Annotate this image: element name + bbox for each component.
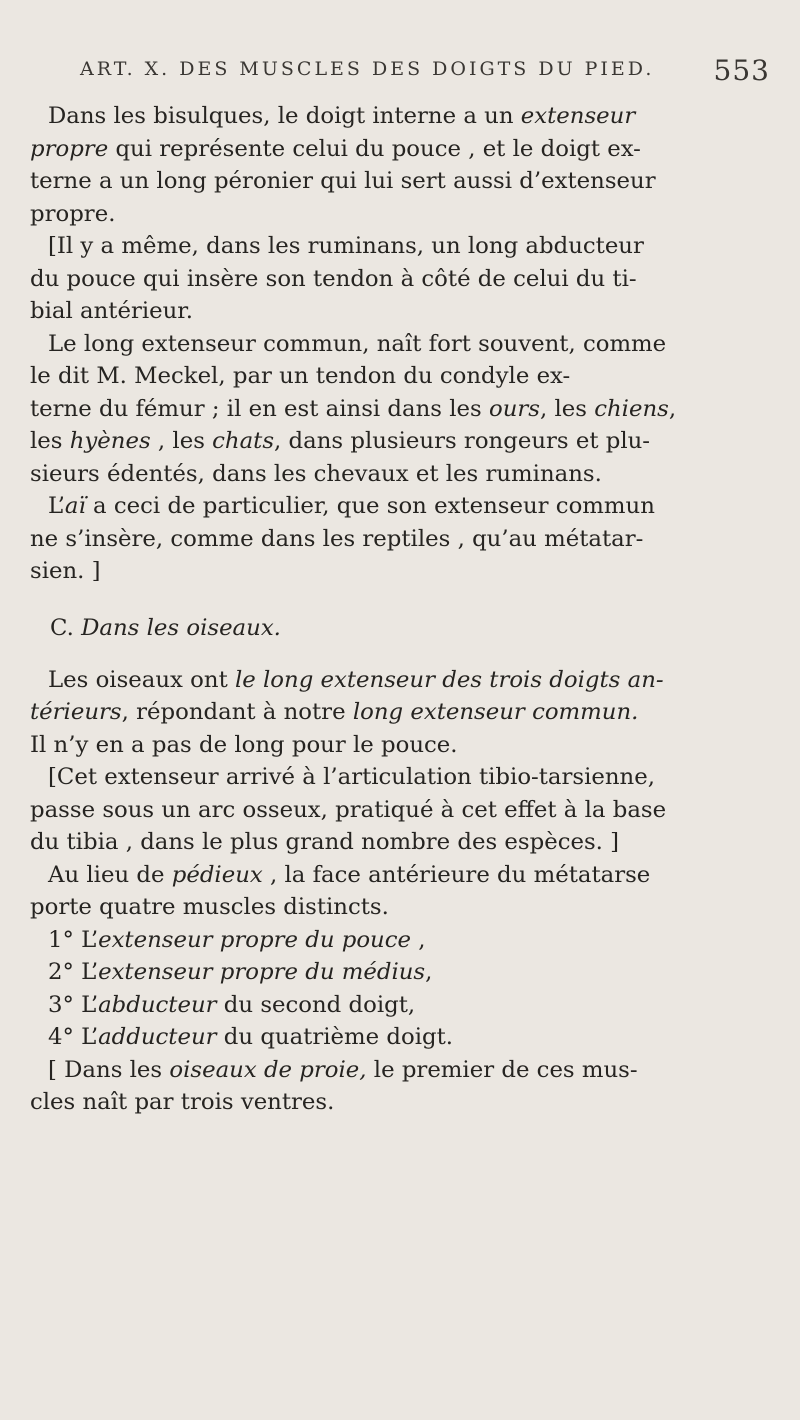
section-heading xyxy=(30,612,735,650)
text-line xyxy=(30,425,735,458)
text-line: du pouce qui insère son tendon à côté de celui du ti- xyxy=(30,265,637,292)
text: , les xyxy=(540,395,595,422)
text-line: le dit M. Meckel, par un tendon du condyle ex- xyxy=(30,363,571,389)
italic-text: oiseaux de proie, xyxy=(169,1056,367,1083)
text-line: cles naît par trois ventres. xyxy=(30,1089,335,1115)
section-label: C. xyxy=(50,614,82,641)
text: les xyxy=(30,428,70,454)
text: du quatrième doigt. xyxy=(216,1024,453,1050)
italic-text: le long extenseur des trois doigts an- xyxy=(234,666,664,693)
text: L’ xyxy=(81,959,99,985)
italic-text: long extenseur commun. xyxy=(352,699,639,725)
list-item xyxy=(30,989,735,1022)
italic-text: adducteur xyxy=(98,1024,217,1050)
italic-text: hyènes xyxy=(69,428,151,454)
italic-text: extenseur propre du pouce xyxy=(98,926,412,953)
spacer xyxy=(30,650,735,664)
italic-text: extenseur xyxy=(520,103,636,129)
text: du second doigt, xyxy=(216,991,416,1018)
text-line: sien. ] xyxy=(30,558,101,584)
text-line: porte quatre muscles distincts. xyxy=(30,894,389,920)
text: L’ xyxy=(48,493,65,519)
paragraph-ruminans xyxy=(30,230,735,328)
text: qui représente celui du pouce , et le doigt ex- xyxy=(108,135,641,162)
paragraph-cet-extenseur xyxy=(30,761,735,859)
italic-text: abducteur xyxy=(98,991,217,1018)
text-line: bial antérieur. xyxy=(30,298,193,324)
italic-text: chats xyxy=(212,428,275,454)
list-number: 1° xyxy=(48,926,82,953)
text: , xyxy=(668,395,677,422)
text-line xyxy=(30,133,735,166)
paragraph-long-extenseur xyxy=(30,328,735,588)
section-title: Dans les oiseaux. xyxy=(81,614,281,641)
spacer xyxy=(30,588,735,612)
muscle-list xyxy=(30,924,735,1054)
paragraph-oiseaux xyxy=(30,664,735,762)
italic-text: extenseur propre du médius xyxy=(98,959,426,985)
text: , xyxy=(425,959,433,985)
text-line xyxy=(30,490,735,523)
text: Dans les bisulques, le doigt interne a un xyxy=(48,103,521,129)
list-item xyxy=(30,924,735,957)
text: Les oiseaux ont xyxy=(48,666,235,693)
text-line: [Il y a même, dans les ruminans, un long abducteur xyxy=(48,233,644,259)
italic-text: ours xyxy=(488,395,540,422)
text-line xyxy=(30,696,735,729)
text: , les xyxy=(150,428,213,454)
text-line: du tibia , dans le plus grand nombre des espèces. ] xyxy=(30,829,620,855)
text: L’ xyxy=(81,926,99,953)
text-line xyxy=(30,859,735,892)
paragraph-bisulques xyxy=(30,100,735,230)
text-line xyxy=(30,100,735,133)
page-header xyxy=(30,54,770,90)
running-title: ART. X. DES MUSCLES DES DOIGTS DU PIED. xyxy=(80,58,655,80)
text-line xyxy=(30,1054,735,1087)
text: a ceci de particulier, que son extenseur commun xyxy=(85,493,655,519)
text-line: sieurs édentés, dans les chevaux et les ruminans. xyxy=(30,460,602,487)
page-number: 553 xyxy=(713,54,770,87)
list-item xyxy=(30,1021,735,1054)
list-number: 3° xyxy=(48,991,82,1018)
text-line: passe sous un arc osseux, pratiqué à cet effet à la base xyxy=(30,796,667,823)
text-line xyxy=(30,393,735,426)
text: L’ xyxy=(81,1024,99,1050)
text: [ Dans les xyxy=(48,1056,170,1083)
text: L’ xyxy=(81,991,99,1018)
italic-text: pédieux xyxy=(171,861,263,888)
list-number: 2° xyxy=(48,959,82,985)
paragraph-oiseaux-de-proie xyxy=(30,1054,735,1119)
text-line: propre. xyxy=(30,200,116,227)
text: le premier de ces mus- xyxy=(366,1056,638,1083)
text-line: ne s’insère, comme dans les reptiles , qu’au métatar- xyxy=(30,525,644,552)
text: , la face antérieure du métatarse xyxy=(262,861,651,888)
italic-text: chiens xyxy=(594,395,669,422)
text-line: Il n’y en a pas de long pour le pouce. xyxy=(30,731,458,758)
list-number: 4° xyxy=(48,1024,82,1050)
text: , répondant à notre xyxy=(121,699,353,725)
italic-text: térieurs xyxy=(30,699,122,725)
text-line: [Cet extenseur arrivé à l’articulation tibio-tarsienne, xyxy=(48,764,655,790)
italic-text: propre xyxy=(30,135,109,162)
text-line: Le long extenseur commun, naît fort souvent, comme xyxy=(48,330,667,357)
text-line xyxy=(30,664,735,697)
text: , xyxy=(411,926,426,953)
paragraph-pedieux xyxy=(30,859,735,924)
list-item xyxy=(30,956,735,989)
text-line: terne a un long péronier qui lui sert aussi d’extenseur xyxy=(30,168,656,194)
page-body xyxy=(30,100,735,1119)
text: , dans plusieurs rongeurs et plu- xyxy=(274,428,651,454)
italic-text: aï xyxy=(64,493,86,519)
text: Au lieu de xyxy=(48,861,172,888)
text: terne du fémur ; il en est ainsi dans les xyxy=(30,395,489,422)
